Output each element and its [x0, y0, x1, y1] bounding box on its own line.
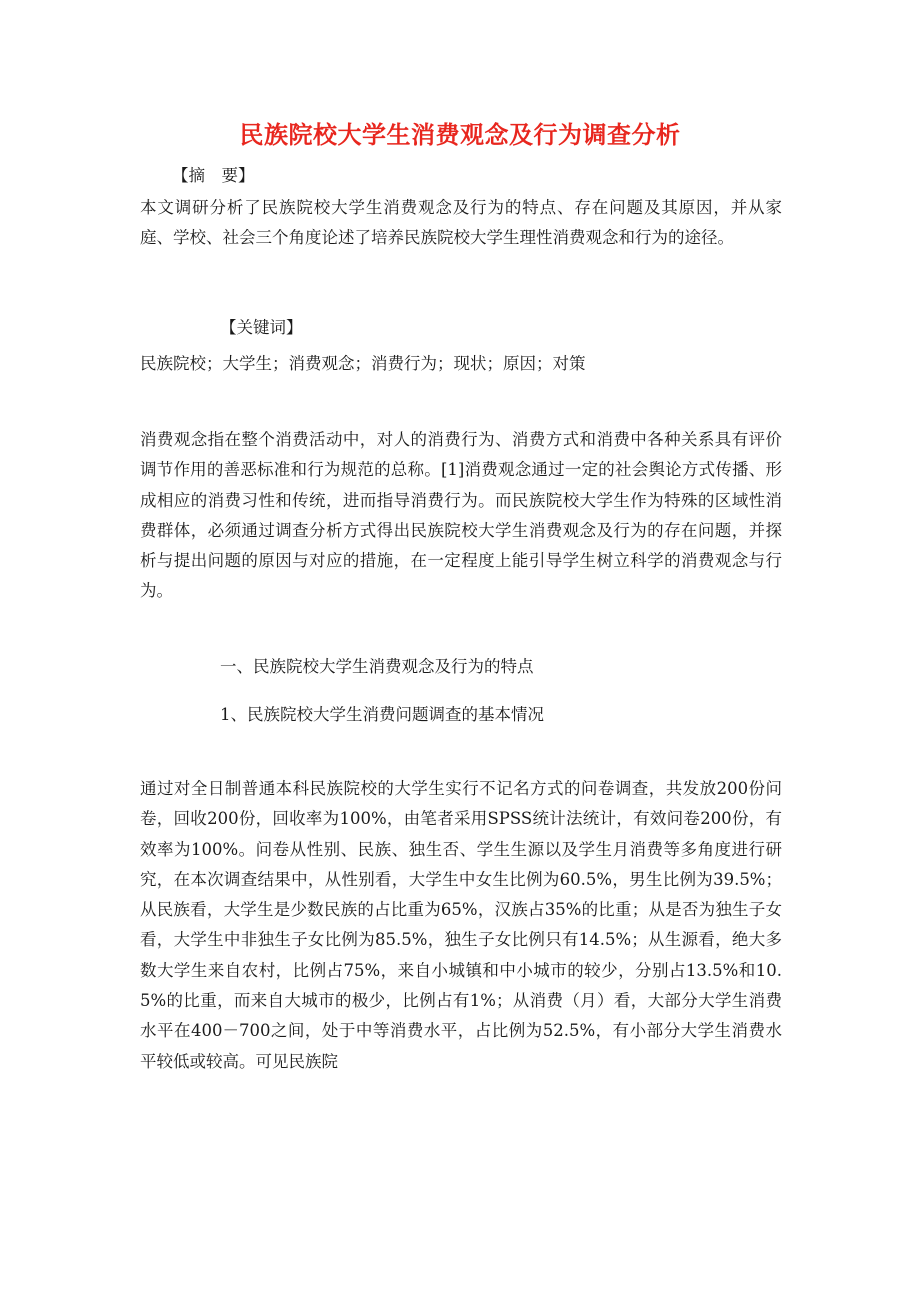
abstract-label: 【摘 要】 — [172, 166, 255, 185]
abstract-text: 本文调研分析了民族院校大学生消费观念及行为的特点、存在问题及其原因，并从家庭、学校、社会三个角度论述了培养民族院校大学生理性消费观念和行为的途径。 — [140, 198, 782, 248]
survey-paragraph: 通过对全日制普通本科民族院校的大学生实行不记名方式的问卷调查，共发放200份问卷，回收200份，回收率为100%，由笔者采用SPSS统计法统计，有效问卷200份，有效率为100%。问卷从性别、民族、独生否、学生生源以及学生月消费等多角度进行研究，在本次调查结果中，从性别看，大学生中女生比例为60.5%，男生比例为39.5%；从民族看，大学生是少数民族的占比重为65%，汉族占35%的比重；从是否为独生子女看，大学生中非独生子女比例为85.5%，独生子女比例只有14.5%；从生源看，绝大多数大学生来自农村，比例占75%，来自小城镇和中小城市的较少，分别占13.5%和10.5%的比重，而来自大城市的极少，比例占有1%；从消费（月）看，大部分大学生消费水平在400－700之间，处于中等消费水平，占比例为52.5%，有小部分大学生消费水平较低或较高。可见民族院 — [140, 779, 782, 1071]
keywords-label: 【关键词】 — [220, 318, 303, 337]
intro-paragraph: 消费观念指在整个消费活动中，对人的消费行为、消费方式和消费中各种关系具有评价调节作用的善恶标准和行为规范的总称。[1]消费观念通过一定的社会舆论方式传播、形成相应的消费习性和传统，进而指导消费行为。而民族院校大学生作为特殊的区域性消费群体，必须通过调查分析方式得出民族院校大学生消费观念及行为的存在问题，并探析与提出问题的原因与对应的措施，在一定程度上能引导学生树立科学的消费观念与行为。 — [140, 430, 782, 601]
document-title: 民族院校大学生消费观念及行为调查分析 — [239, 121, 681, 149]
section-heading: 一、民族院校大学生消费观念及行为的特点 — [220, 657, 534, 676]
keywords-text: 民族院校；大学生；消费观念；消费行为；现状；原因；对策 — [140, 354, 586, 373]
subsection-heading: 1、民族院校大学生消费问题调查的基本情况 — [220, 705, 544, 724]
